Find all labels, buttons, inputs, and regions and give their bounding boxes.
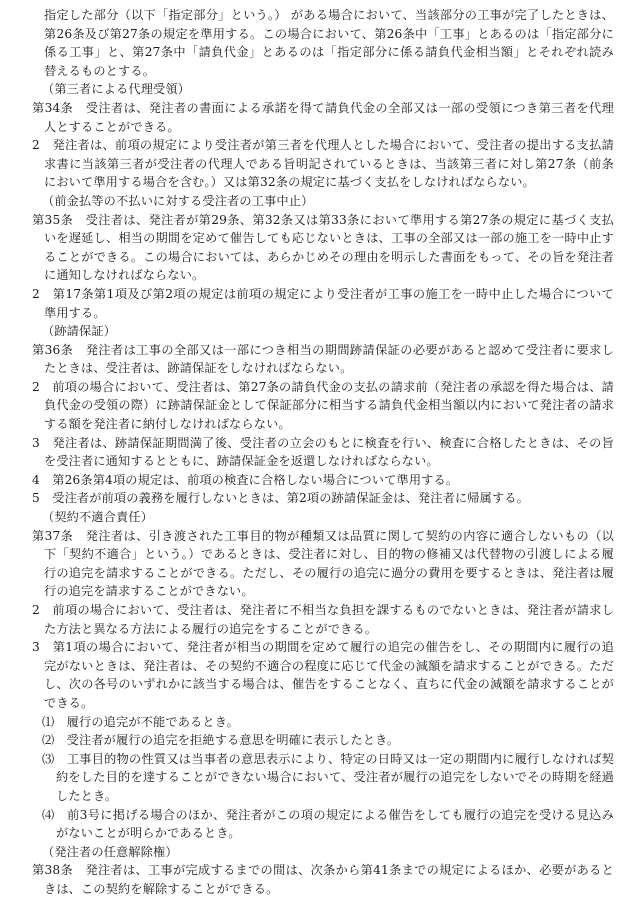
article-caption-37: （契約不適合責任） [42, 510, 154, 525]
article-38: 第38条 発注者は、工事が完成するまでの間は、次条から第41条までの規定によるほか、必要があるときは、この契約を解除することができる。 [32, 863, 614, 896]
article-34-paragraph-2: 2 発注者は、前項の規定により受注者が第三者を代理人とした場合において、受注者の提出する支払請求書に当該第三者が受注者の代理人である旨明記されているときは、当該第三者に対し第27条（前条において準用する場合を含む。）又は第32条の規定に基づく支払をしなければならない。 [32, 138, 614, 190]
article-37-item-2: ⑵ 受注者が履行の追完を拒絶する意思を明確に表示したとき。 [42, 733, 400, 748]
article-37: 第37条 発注者は、引き渡された工事目的物が種類又は品質に関して契約の内容に適合しないもの（以下「契約不適合」という。）であるときは、受注者に対し、目的物の修補又は代替物の引渡しによる履行の追完を請求することができる。ただし、その履行の追完に過分の費用を要するときは、発注者は履行の追完を請求することができない。 [32, 528, 614, 599]
article-caption-34: （第三者による代理受領） [42, 82, 191, 97]
article-36: 第36条 発注者は工事の全部又は一部につき相当の期間跡請保証の必要があると認めて受注者に要求したときは、受注者は、跡請保証をしなければならない。 [32, 342, 614, 376]
article-36-paragraph-2: 2 前項の場合において、受注者は、第27条の請負代金の支払の請求前（発注者の承認を得た場合は、請負代金の受領の際）に跡請保証金として保証部分に相当する請負代金相当額以内において発注者の請求する額を発注者に納付しなければならない。 [32, 379, 614, 432]
article-34: 第34条 受注者は、発注者の書面による承諾を得て請負代金の全部又は一部の受領につき第三者を代理人とすることができる。 [32, 100, 614, 134]
article-caption-35: （前金払等の不払いに対する受注者の工事中止） [42, 193, 314, 208]
article-36-paragraph-4: 4 第26条第4項の規定は、前項の検査に合格しない場合について準用する。 [32, 472, 459, 487]
article-37-item-3: ⑶ 工事目的物の性質又は当事者の意思表示により、特定の日時又は一定の期間内に履行しなければ契約をした目的を達することができない場合において、受注者が履行の追完をしないでその時期を経過したとき。 [42, 751, 614, 803]
article-36-paragraph-3: 3 発注者は、跡請保証期間満了後、受注者の立会のもとに検査を行い、検査に合格したときは、その旨を受注者に通知するとともに、跡請保証金を返還しなければならない。 [32, 435, 614, 469]
article-37-item-4: ⑷ 前3号に掲げる場合のほか、発注者がこの項の規定による催告をしても履行の追完を受ける見込みがないことが明らかであるとき。 [42, 807, 614, 841]
continued-paragraph: 指定した部分（以下「指定部分」という。） がある場合において、当該部分の工事が完了したときは、第26条及び第27条の規定を準用する。この場合において、第26条中「工事」とあるのは「指定部分に係る工事」と、第27条中「請負代金」とあるのは「指定部分に係る請負代金相当額」とそれぞれ読み替えるものとする。 [44, 8, 614, 78]
article-37-item-1: ⑴ 履行の追完が不能であるとき。 [42, 714, 239, 729]
article-35: 第35条 受注者は、発注者が第29条、第32条又は第33条において準用する第27条の規定に基づく支払いを遅延し、相当の期間を定めて催告しても応じないときは、工事の全部又は一部の施工を一時中止することができる。この場合においては、あらかじめその理由を明示した書面をもって、その旨を発注者に通知しなければならない。 [32, 212, 614, 283]
article-caption-38: （発注者の任意解除権） [42, 844, 178, 859]
article-37-paragraph-3: 3 第1項の場合において、発注者が相当の期間を定めて履行の追完の催告をし、その期間内に履行の追完がないときは、発注者は、その契約不適合の程度に応じて代金の減額を請求することができる。ただし、次の各号のいずれかに該当する場合は、催告をすることなく、直ちに代金の減額を請求することができる。 [32, 640, 614, 710]
article-35-paragraph-2: 2 第17条第1項及び第2項の規定は前項の規定により受注者が工事の施工を一時中止した場合について準用する。 [32, 286, 614, 320]
article-caption-36: （跡請保証） [42, 324, 117, 339]
article-37-paragraph-2: 2 前項の場合において、受注者は、発注者に不相当な負担を課するものでないときは、発注者が請求した方法と異なる方法による履行の追完をすることができる。 [32, 603, 614, 636]
article-36-paragraph-5: 5 受注者が前項の義務を履行しないときは、第2項の跡請保証金は、発注者に帰属する。 [32, 491, 529, 506]
